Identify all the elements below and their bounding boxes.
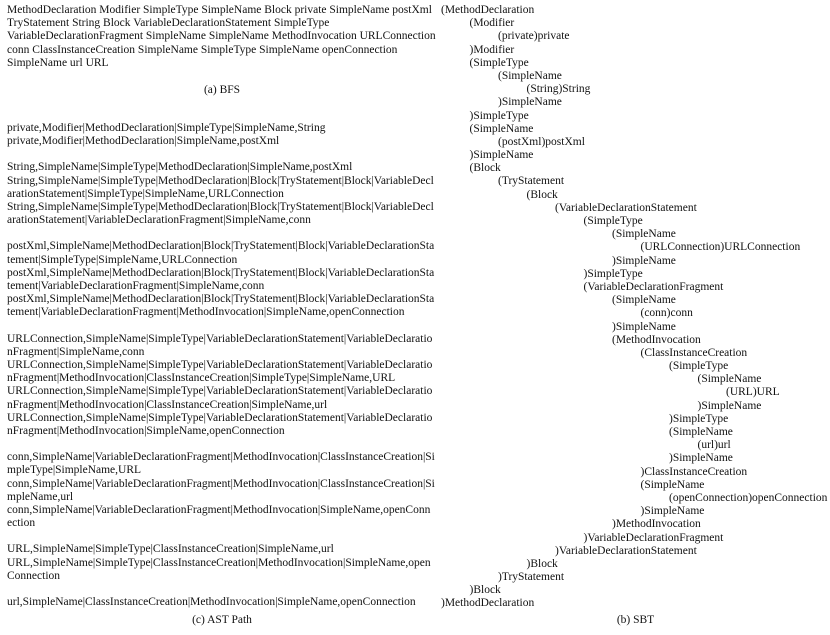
- sbt-line: )MethodInvocation: [612, 518, 701, 531]
- ast-path-line: postXml,SimpleName|MethodDeclaration|Block|TryStatement|Block|VariableDeclarationStatement|VariableDeclarationFragment|SimpleName,conn: [7, 266, 435, 293]
- sbt-line: (ClassInstanceCreation: [640, 346, 748, 359]
- sbt-line: (VariableDeclarationStatement: [555, 201, 697, 214]
- sbt-line: (URL)URL: [726, 386, 780, 399]
- ast-path-group: [7, 543, 435, 583]
- ast-path-group: [7, 596, 435, 609]
- sbt-line: (MethodDeclaration: [441, 4, 535, 16]
- sbt-line: (SimpleType: [469, 56, 529, 69]
- ast-path-line: URL,SimpleName|SimpleType|ClassInstanceCreation|MethodInvocation|SimpleName,openConnection: [7, 556, 431, 582]
- sbt-line: (SimpleName: [612, 228, 676, 241]
- ast-path-line: url,SimpleName|ClassInstanceCreation|MethodInvocation|SimpleName,openConnection: [7, 596, 416, 609]
- ast-path-line: URLConnection,SimpleName|SimpleType|VariableDeclarationStatement|VariableDeclarationFragment|SimpleName,conn: [7, 332, 433, 358]
- sbt-line: )VariableDeclarationFragment: [583, 531, 724, 544]
- sbt-line: (SimpleName: [498, 69, 562, 82]
- ast-path-line: URLConnection,SimpleName|SimpleType|VariableDeclarationStatement|VariableDeclarationFragment|MethodInvocation|ClassInstanceCreation|SimpleName,url: [7, 385, 433, 411]
- ast-path-line: postXml,SimpleName|MethodDeclaration|Block|TryStatement|Block|VariableDeclarationStatement|SimpleType|SimpleName,URLConnection: [7, 240, 435, 266]
- ast-path-line: private,Modifier|MethodDeclaration|SimpleType|SimpleName,String: [7, 122, 326, 134]
- sbt-line: )VariableDeclarationStatement: [555, 544, 697, 557]
- sbt-line: )SimpleName: [612, 320, 676, 333]
- sbt-line: )SimpleType: [469, 109, 529, 122]
- sbt-line: (postXml)postXml: [498, 135, 585, 148]
- sbt-line: (private)private: [498, 30, 570, 43]
- ast-path-line: URL,SimpleName|SimpleType|ClassInstanceCreation|SimpleName,url: [7, 543, 334, 556]
- ast-path-group: [7, 161, 435, 227]
- sbt-line: )SimpleName: [469, 149, 534, 162]
- sbt-line: )TryStatement: [498, 571, 565, 584]
- sbt-line: (Block: [526, 188, 558, 201]
- sbt-line: (SimpleType: [669, 360, 729, 373]
- sbt-line: )Block: [526, 557, 558, 570]
- sbt-line: (Modifier: [469, 17, 515, 30]
- bfs-sequence: MethodDeclaration Modifier SimpleType SimpleName Block private SimpleName postXml TryStatement String Block VariableDeclarationStatement SimpleType VariableDeclarationFragment SimpleName SimpleName MethodInvocation URLConnection conn ClassInstanceCreation SimpleName SimpleType SimpleName openConnection SimpleName url URL: [7, 4, 436, 69]
- sbt-line: (SimpleType: [583, 215, 643, 227]
- sbt-line: (url)url: [697, 439, 731, 452]
- sbt-line: )Modifier: [469, 43, 515, 56]
- ast-path-line: String,SimpleName|SimpleType|MethodDeclaration|Block|TryStatement|Block|VariableDeclarationStatement|VariableDeclarationFragment|SimpleName,conn: [7, 201, 434, 227]
- sbt-line: (MethodInvocation: [612, 333, 701, 346]
- sbt-line: (SimpleName: [469, 122, 534, 135]
- ast-path-line: conn,SimpleName|VariableDeclarationFragment|MethodInvocation|SimpleName,openConnection: [7, 504, 431, 530]
- ast-path-group: [7, 333, 435, 439]
- ast-path-line: String,SimpleName|SimpleType|MethodDeclaration|SimpleName,postXml: [7, 161, 353, 174]
- ast-path-line: URLConnection,SimpleName|SimpleType|VariableDeclarationStatement|VariableDeclarationFragment|MethodInvocation|SimpleName,openConnection: [7, 411, 433, 438]
- ast-path-line: URLConnection,SimpleName|SimpleType|VariableDeclarationStatement|VariableDeclarationFragment|MethodInvocation|ClassInstanceCreation|SimpleType|SimpleName,URL: [7, 359, 433, 385]
- sbt-line: (SimpleName: [640, 478, 705, 491]
- sbt-caption: (b) SBT: [616, 614, 655, 626]
- sbt-line: (conn)conn: [640, 307, 693, 320]
- sbt-line: (SimpleName: [669, 426, 733, 438]
- sbt-line: (Block: [469, 162, 501, 175]
- ast-path-list: [7, 122, 435, 622]
- sbt-line: (SimpleName: [612, 294, 676, 307]
- sbt-line: )SimpleName: [612, 254, 676, 267]
- ast-path-group: [7, 122, 435, 148]
- sbt-line: )SimpleName: [498, 96, 562, 109]
- sbt-line: (openConnection)openConnection: [669, 491, 828, 504]
- ast-path-line: postXml,SimpleName|MethodDeclaration|Block|TryStatement|Block|VariableDeclarationStatement|VariableDeclarationFragment|MethodInvocation|SimpleName,openConnection: [7, 293, 435, 319]
- bfs-caption: (a) BFS: [203, 84, 241, 96]
- sbt-line: (SimpleName: [697, 373, 762, 386]
- sbt-line: )SimpleType: [669, 412, 729, 425]
- ast-path-line: String,SimpleName|SimpleType|MethodDeclaration|Block|TryStatement|Block|VariableDeclarationStatement|SimpleType|SimpleName,URLConnection: [7, 174, 434, 200]
- sbt-line: )SimpleName: [669, 452, 733, 465]
- sbt-line: (String)String: [526, 83, 591, 96]
- ast-path-line: conn,SimpleName|VariableDeclarationFragment|MethodInvocation|ClassInstanceCreation|SimpleName,url: [7, 477, 435, 503]
- sbt-line: )SimpleName: [697, 399, 762, 412]
- ast-path-line: conn,SimpleName|VariableDeclarationFragment|MethodInvocation|ClassInstanceCreation|SimpleType|SimpleName,URL: [7, 451, 435, 477]
- sbt-line: (URLConnection)URLConnection: [640, 241, 801, 254]
- sbt-line: )MethodDeclaration: [441, 597, 535, 610]
- sbt-line: )Block: [469, 584, 501, 597]
- ast-path-group: [7, 240, 435, 319]
- ast-path-line: private,Modifier|MethodDeclaration|SimpleName,postXml: [7, 135, 280, 148]
- sbt-tree: [441, 4, 830, 611]
- sbt-line: )SimpleName: [640, 505, 705, 518]
- sbt-line: (VariableDeclarationFragment: [583, 280, 724, 293]
- ast-path-caption: (c) AST Path: [192, 614, 252, 626]
- sbt-line: (TryStatement: [498, 175, 565, 188]
- sbt-line: )ClassInstanceCreation: [640, 465, 748, 478]
- ast-path-group: [7, 451, 435, 530]
- sbt-line: )SimpleType: [583, 267, 643, 280]
